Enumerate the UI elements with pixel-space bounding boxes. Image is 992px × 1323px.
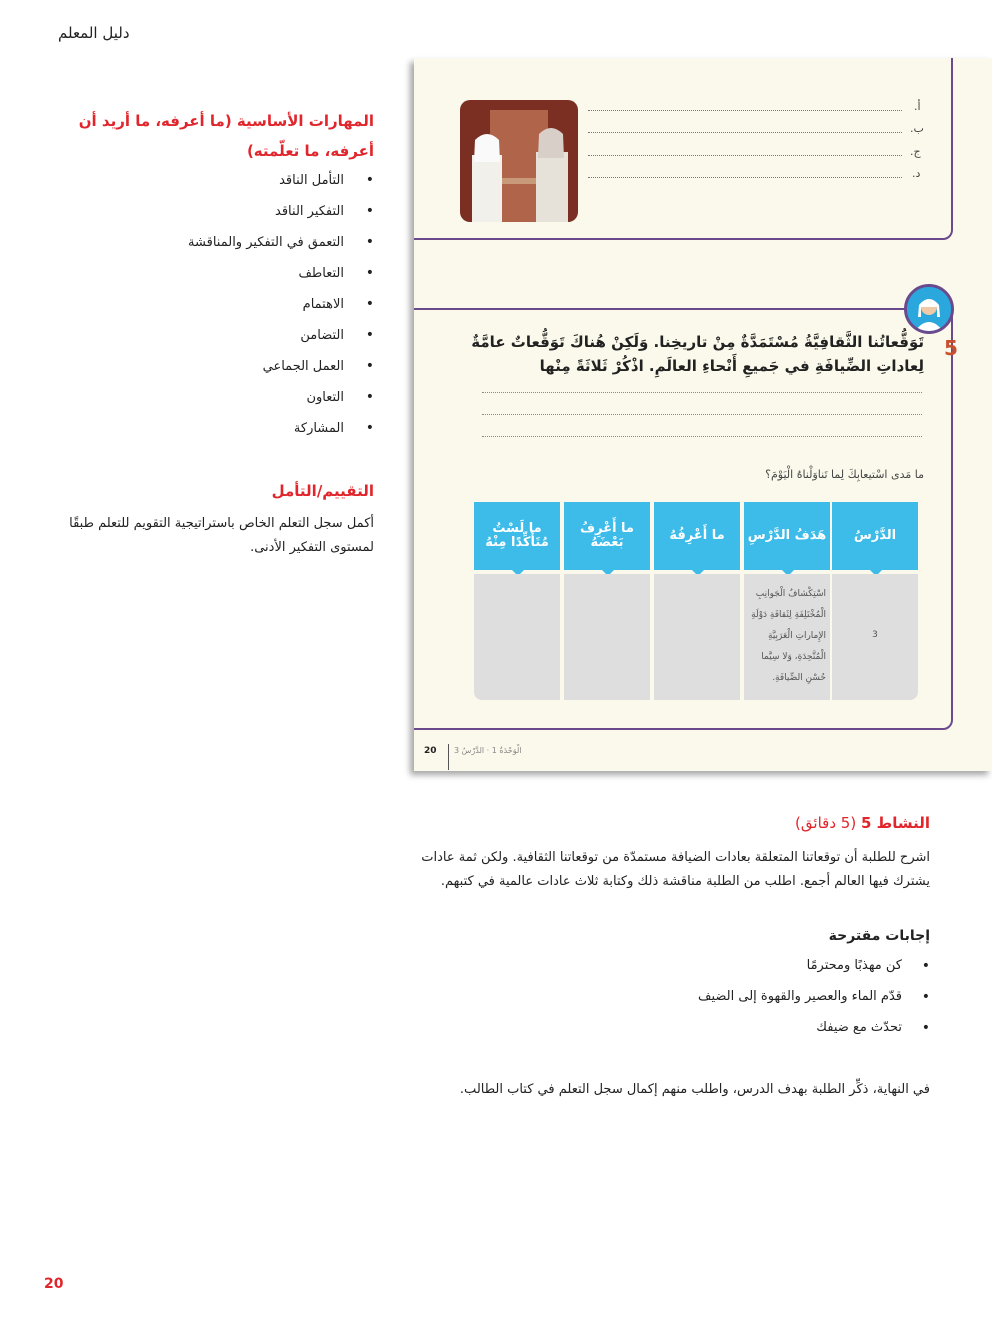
answer-label: أ.: [914, 100, 921, 113]
answer-label: د.: [912, 167, 921, 180]
suggested-answers-title: إجابات مقترحة: [828, 928, 930, 944]
book-page-number: 20: [424, 746, 437, 756]
answer-line[interactable]: [588, 155, 902, 156]
footer-divider: [448, 744, 449, 770]
evaluation-text: أكمل سجل التعلم الخاص باستراتيجية التقويم للتعلم طبقًا لمستوى التفكير الأدنى.: [69, 516, 374, 555]
skills-title: المهارات الأساسية (ما أعرفه، ما أريد أن أعرفه، ما تعلّمته): [78, 112, 374, 160]
table-question: ما مَدى اسْتيعابِكَ لِما تَناوَلْناهُ الْيَوْمَ؟: [765, 468, 924, 481]
table-cell-know-some[interactable]: [564, 574, 650, 700]
list-item: • التفكير الناقد: [54, 199, 374, 230]
table-header-lesson: [832, 502, 918, 570]
list-item: • الاهتمام: [54, 292, 374, 323]
page-number: 20: [44, 1276, 64, 1292]
book-footer-text: الْوَحْدَةُ 1 · الدَّرْسُ 3: [454, 746, 522, 755]
student-book-page: [414, 58, 992, 771]
table-header-goal: [744, 502, 830, 570]
activity-paragraph: اشرح للطلبة أن توقعاتنا المتعلقة بعادات الضيافة مستمدّة من توقعاتنا الثقافية. ولكن ثمة عادات يشترك فيها العالم أجمع. اطلب من الطلبة مناقشة ذلك وكتابة ثلاث عادات عالمية في كتبهم.: [421, 850, 930, 889]
list-item: • العمل الجماعي: [54, 354, 374, 385]
table-header-know-some: [564, 502, 650, 570]
activity-label: النشاط 5: [860, 814, 930, 832]
table-cell-know[interactable]: [654, 574, 740, 700]
list-item: • قدّم الماء والعصير والقهوة إلى الضيف: [430, 985, 930, 1016]
guide-title: دليل المعلم: [58, 24, 130, 42]
header-label: الدَّرْسُ: [853, 528, 897, 543]
header-label: ما أَعْرِفُهُ: [669, 528, 725, 543]
header-label: ما أَعْرِفُ بَعْضَهُ: [580, 521, 634, 550]
answer-label: ج.: [910, 145, 921, 158]
lesson-number: 3: [872, 630, 878, 640]
list-item: • التضامن: [54, 323, 374, 354]
answer-line[interactable]: [588, 132, 902, 133]
list-item: • التعاون: [54, 385, 374, 416]
list-item: • كن مهذبًا ومحترمًا: [430, 954, 930, 985]
question-text: تَوَقُّعاتُنا الثَّقافِيَّةُ مُسْتَمَدَّةٌ مِنْ تاريخِنا. وَلَكِنْ هُناكَ تَوَقُّعاتٌ عامَّةٌ لِعاداتِ الضِّيافَةِ في جَميعِ أَنْحاءِ العالَمِ. اذْكُرْ ثَلاثَةً مِنْها: [471, 333, 924, 375]
header-label: ما لَسْتُ مُتَأَكِّدًا مِنْهُ: [485, 521, 549, 550]
activity-title: [795, 814, 930, 832]
question-number: 5: [944, 336, 958, 360]
writing-line[interactable]: [482, 414, 922, 415]
evaluation-title: التقييم/التأمل: [271, 482, 374, 500]
answer-line[interactable]: [588, 110, 902, 111]
list-item: • التعاطف: [54, 261, 374, 292]
header-label: هَدَفُ الدَّرْسِ: [747, 528, 827, 543]
list-item: • التعمق في التفكير والمناقشة: [54, 230, 374, 261]
table-header-know: [654, 502, 740, 570]
answer-label: ب.: [910, 122, 924, 135]
table-header-not-sure: [474, 502, 560, 570]
skills-list: [54, 168, 374, 447]
lesson-goal: اسْتِكْشافُ الْجَوانِبِ الْمُخْتَلِفَةِ لِثَقافَةِ دَوْلَةِ الإِماراتِ الْعَرَبِيَّةِ الْمُتَّحِدَةِ، وَلا سِيَّما حُسْنِ الضِّيافَةِ.: [751, 589, 826, 683]
closing-paragraph: في النهاية، ذكِّر الطلبة بهدف الدرس، واطلب منهم إكمال سجل التعلم في كتاب الطالب.: [459, 1082, 930, 1097]
hospitality-photo: [460, 100, 578, 222]
list-item: • المشاركة: [54, 416, 374, 447]
table-cell-lesson: [832, 574, 918, 700]
table-cell-not-sure[interactable]: [474, 574, 560, 700]
table-cell-goal: [744, 574, 830, 700]
activity-duration: (5 دقائق): [795, 814, 857, 832]
answer-line[interactable]: [588, 177, 902, 178]
writing-line[interactable]: [482, 392, 922, 393]
character-avatar-icon: [904, 284, 954, 334]
list-item: • تحدّث مع ضيفك: [430, 1016, 930, 1047]
list-item: • التأمل الناقد: [54, 168, 374, 199]
suggested-answers-list: [430, 954, 930, 1047]
writing-line[interactable]: [482, 436, 922, 437]
